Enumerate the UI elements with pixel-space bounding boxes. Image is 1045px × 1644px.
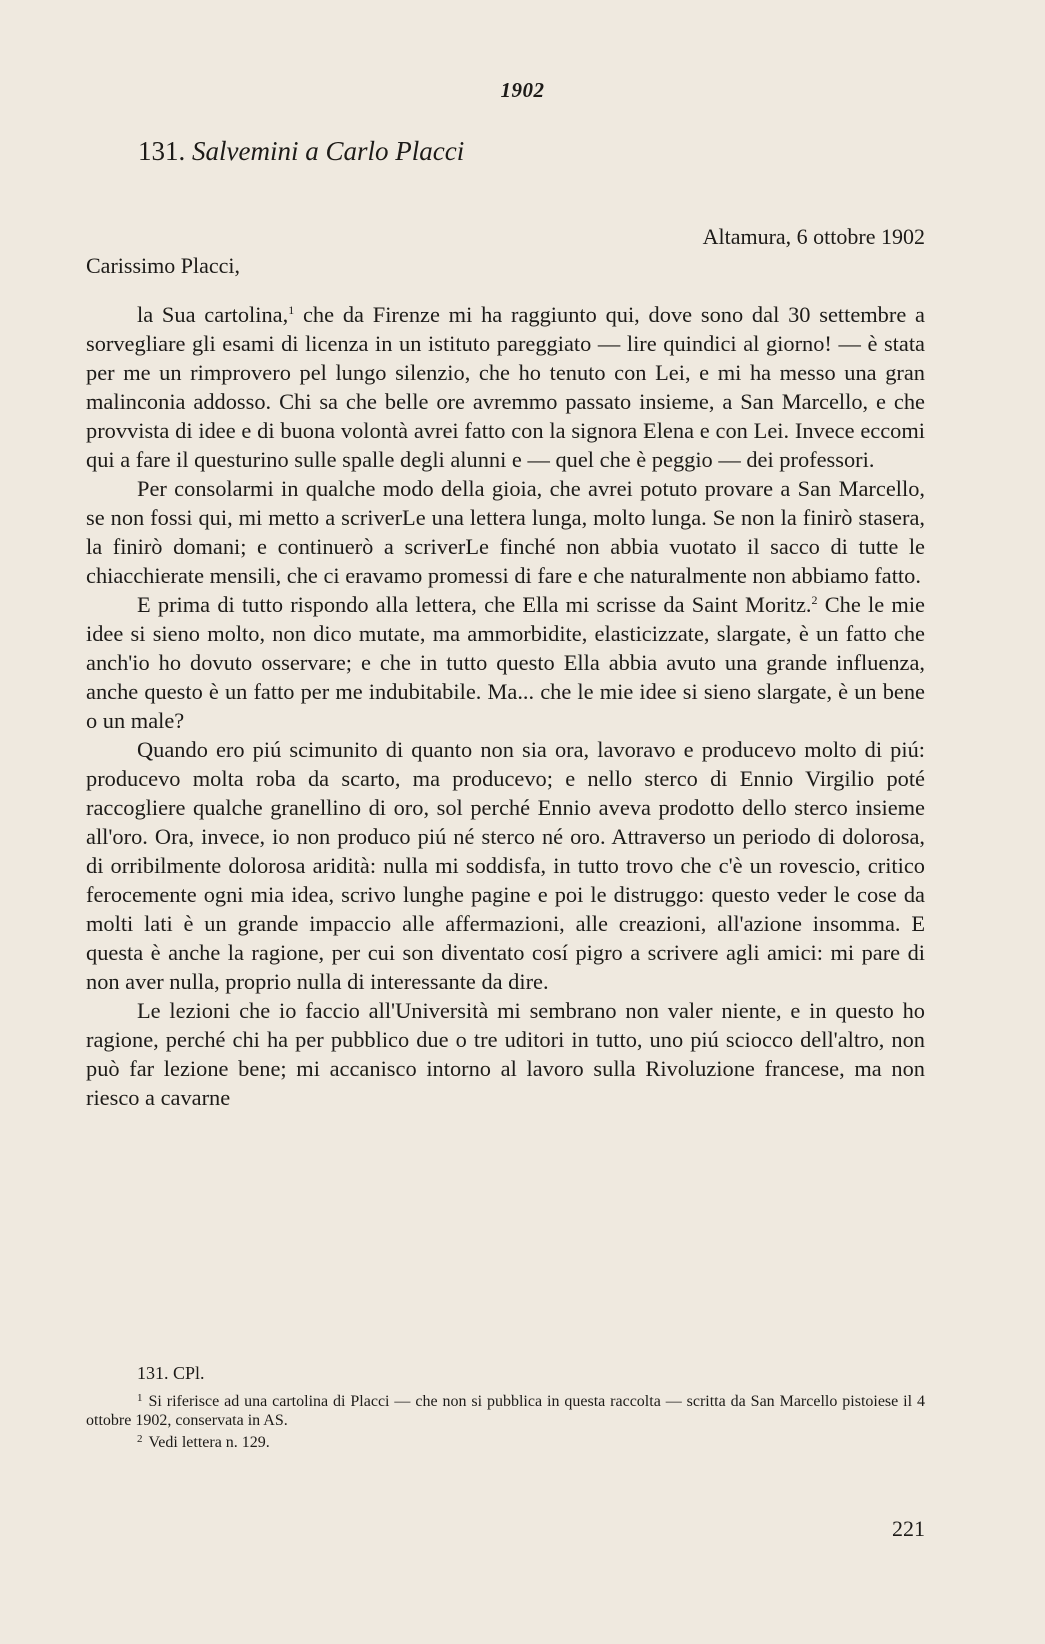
footnotes <box>86 1364 925 1452</box>
paragraph: Per consolarmi in qualche modo della gioia, che avrei potuto provare a San Marcello, se non fossi qui, mi metto a scriverLe una lettera lunga, molto lunga. Se non la finirò stasera, la finirò domani; e continuerò a scriverLe finché non abbia vuotato il sacco di tutte le chiacchierate mensili, che ci eravamo promessi di fare e che naturalmente non abbiamo fatto. <box>86 476 925 588</box>
footnote-source-ref: 131. CPl. <box>137 1363 205 1383</box>
page-number: 221 <box>892 1516 925 1541</box>
letter-body <box>86 300 925 1112</box>
footnote: $^2$ Vedi lettera n. 129. <box>137 1433 270 1451</box>
paragraph: la Sua cartolina,$^1$ che da Firenze mi ha raggiunto qui, dove sono dal 30 settembre a sorvegliare gli esami di licenza in un istituto pareggiato — lire quindici al giorno! — è stata per me un rimprovero pel lungo silenzio, che ho tenuto con Lei, e mi ha messo una gran malinconia addosso. Chi sa che belle ore avremmo passato insieme, a San Marcello, e che provvista di idee e di buona volontà avrei fatto con la signora Elena e con Lei. Invece eccomi qui a fare il questurino sulle spalle degli alunni e — quel che è peggio — dei professori. <box>86 302 925 472</box>
letter-heading <box>138 136 464 167</box>
salutation: Carissimo Placci, <box>86 253 240 278</box>
paragraph: Le lezioni che io faccio all'Università mi sembrano non valer niente, e in questo ho ragione, perché chi ha per pubblico due o tre uditori in tutto, uno piú sciocco dell'altro, non può far lezione bene; mi accanisco intorno al lavoro sulla Rivoluzione francese, ma non riesco a cavarne <box>86 998 925 1110</box>
letter-title: Salvemini a Carlo Placci <box>192 136 465 166</box>
running-head-year: 1902 <box>500 78 545 102</box>
paragraph: E prima di tutto rispondo alla lettera, che Ella mi scrisse da Saint Moritz.$^2$ Che le mie idee si sieno molto, non dico mutate, ma ammorbidite, elasticizzate, slargate, è un fatto che anch'io ho dovuto osservare; e che in tutto questo Ella abbia avuto una grande influenza, anche questo è un fatto per me indubitabile. Ma... che le mie idee si sieno slargate, è un bene o un male? <box>86 592 925 733</box>
footnote-marker: 1 <box>288 303 295 317</box>
letter-number: 131. <box>138 136 186 166</box>
footnote-marker: 2 <box>811 593 818 607</box>
footnote: $^1$ Si riferisce ad una cartolina di Placci — che non si pubblica in questa raccolta — scritta da San Marcello pistoiese il 4 ottobre 1902, conservata in AS. <box>86 1392 925 1429</box>
place-date: Altamura, 6 ottobre 1902 <box>702 224 925 249</box>
paragraph: Quando ero piú scimunito di quanto non sia ora, lavoravo e producevo molto di piú: producevo molta roba da scarto, ma producevo; e nello sterco di Ennio Virgilio poté raccogliere qualche granellino di oro, sol perché Ennio aveva prodotto dello sterco insieme all'oro. Ora, invece, io non produco piú né sterco né oro. Attraverso un periodo di dolorosa, di orribilmente dolorosa aridità: nulla mi soddisfa, in tutto trovo che c'è un rovescio, critico ferocemente ogni mia idea, scrivo lunghe pagine e poi le distruggo: questo veder le cose da molti lati è un grande impaccio alle affermazioni, alle creazioni, all'azione insomma. E questa è anche la ragione, per cui son diventato cosí pigro a scrivere agli amici: mi pare di non aver nulla, proprio nulla di interessante da dire. <box>86 737 925 994</box>
